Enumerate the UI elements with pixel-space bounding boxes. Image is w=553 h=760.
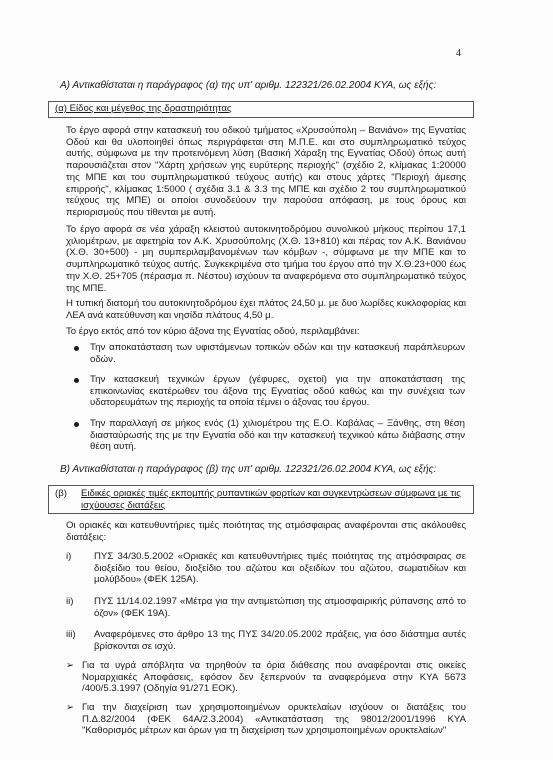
bullet-icon bbox=[72, 420, 81, 429]
arrow-bullet-icon: ➢ bbox=[66, 702, 75, 713]
list-item-text: Αναφερόμενες στο άρθρο 13 της ΠΥΣ 34/20.05.2002 πράξεις, για όσο διάστημα αυτές βρίσκονται σε ισχύ. bbox=[94, 629, 466, 652]
list-item-number: ii) bbox=[66, 596, 74, 607]
page-number: 4 bbox=[456, 48, 461, 59]
section-a-paragraph-2: Το έργο αφορά σε νέα χάραξη κλειστού αυτοκινητοδρόμου συνολικού μήκους περίπου 17,1 χιλιομέτρων, με αφετηρία τον Α.Κ. Χρυσούπολης (Χ.Θ. 13+810) και πέρας τον Α.Κ. Βανιάνου (Χ.Θ. 30+500) - μη συμπεριλαμβανομένων των κόμβων -, σύμφωνα με την ΜΠΕ και το συμπληρωματικό τεύχος αυτής. Συγκεκριμένα στο τμήμα του έργου από την Χ.Θ.23+000 έως την Χ.Θ. 25+705 (πέρασμα π. Νέστου) ισχύουν τα αναφερόμενα στο συμπληρωματικό τεύχος της ΜΠΕ. bbox=[66, 224, 466, 294]
bullet-icon bbox=[72, 376, 81, 385]
bullet-item: Την κατασκευή τεχνικών έργων (γέφυρες, οχετοί) για την αποκατάσταση της επικοινωνίας εκατέρωθεν του άξονα της Εγνατίας οδού καθώς και την συνέχεια των υδατορευμάτων της περιοχής τα οποία τέμνει ο άξονας του έργου. bbox=[90, 374, 465, 409]
section-a-box-label: (α) Είδος και μέγεθος της δραστηριότητας bbox=[55, 103, 232, 114]
bullet-item: Την αποκατάσταση των υφιστάμενων τοπικών οδών και την κατασκευή παράπλευρων οδών. bbox=[90, 342, 465, 365]
section-b-box-prefix: (β) bbox=[55, 488, 67, 499]
section-a-heading: Α) Αντικαθίσταται η παράγραφος (α) της υπ' αριθμ. 122321/26.02.2004 ΚΥΑ, ως εξής: bbox=[60, 80, 437, 91]
section-a-paragraph-4: Το έργο εκτός από τον κύριο άξονα της Εγνατίας οδού, περιλαμβάνει: bbox=[66, 326, 360, 337]
list-item-number: i) bbox=[66, 551, 72, 562]
bullet-icon bbox=[72, 344, 81, 353]
arrow-item: Για τα υγρά απόβλητα να τηρηθούν τα όρια διάθεσης που αναφέρονται στις οικείες Νομαρχιακές Αποφάσεις, εφόσον δεν ξεπερνούν τα αναφερόμενα στην ΚΥΑ 5673 /400/5.3.1997 (Οδηγία 91/271 ΕΟΚ). bbox=[82, 660, 466, 695]
arrow-bullet-icon: ➢ bbox=[66, 660, 75, 671]
list-item-number: iii) bbox=[66, 629, 76, 640]
section-a-paragraph-3: Η τυπική διατομή του αυτοκινητοδρόμου έχει πλάτος 24,50 μ. με δυο λωρίδες κυκλοφορίας και ΛΕΑ ανά κατεύθυνση και νησίδα πλάτους 4,50 μ. bbox=[66, 298, 466, 321]
arrow-item: Για την διαχείριση των χρησιμοποιημένων ορυκτελαίων ισχύουν οι διατάξεις του Π.Δ.82/2004 (ΦΕΚ 64Α/2.3.2004) «Αντικατάσταση της 98012/2001/1996 ΚΥΑ "Καθορισμός μέτρων και όρων για τη διαχείριση των χρησιμοποιημένων ορυκτελαίων" bbox=[82, 702, 466, 737]
list-item-text: ΠΥΣ 34/30.5.2002 «Οριακές και κατευθυντήριες τιμές ποιότητας της ατμόσφαιρας σε διοξείδιο του θείου, διοξείδιο του αζώτου και οξειδίων του αζώτου, σωματιδίων και μολύβδου» (ΦΕΚ 125Α). bbox=[94, 551, 466, 586]
section-a-paragraph-1: Το έργο αφορά στην κατασκευή του οδικού τμήματος «Χρυσούπολη – Βανιάνο» της Εγνατίας Οδού και θα υλοποιηθεί όπως περιγράφεται στη Μ.Π.Ε. και στο συμπληρωματικό τεύχος αυτής, σύμφωνα με την προτεινόμενη λύση (Βασική Χάραξη της Εγνατίας Οδού) όπως αυτή παρουσιάζεται στον "Χάρτη χρήσεων γης ευρύτερης περιοχής" (σχέδιο 2, κλίμακας 1:20000 της ΜΠΕ και του συμπληρωματικού τεύχους αυτής) και στους χάρτες "Περιοχή άμεσης επιρροής", κλίμακας 1:5000 ( σχέδια 3.1 & 3.3 της ΜΠΕ και σχέδιο 2 του συμπληρωματικού τεύχους της ΜΠΕ) οι οποίοι συνοδεύουν την παρούσα απόφαση, με τους όρους και περιορισμούς που τίθενται με αυτή. bbox=[66, 125, 466, 218]
list-item-text: ΠΥΣ 11/14.02.1997 «Μέτρα για την αντιμετώπιση της ατμοσφαιρικής ρύπανσης από το όζον» (ΦΕΚ 19Α). bbox=[94, 596, 466, 619]
section-b-heading: Β) Αντικαθίσταται η παράγραφος (β) της υπ' αριθμ. 122321/26.02.2004 ΚΥΑ, ως εξής: bbox=[60, 464, 437, 475]
section-b-intro: Οι οριακές και κατευθυντήριες τιμές ποιότητας της ατμόσφαιρας αναφέρονται στις ακόλουθες διατάξεις: bbox=[66, 520, 466, 543]
section-a-box bbox=[48, 101, 474, 118]
bullet-item: Την παραλλαγή σε μήκος ενός (1) χιλιομέτρου της Ε.Ο. Καβάλας – Ξάνθης, στη θέση διασταύρωσής της με την Εγνατία οδό και την κατασκευή τεχνικού κάτω διάβασης στην θέση αυτή. bbox=[90, 418, 465, 453]
section-b-box-label: Ειδικές οριακές τιμές εκπομπής ρυπαντικών φορτίων και συγκεντρώσεων σύμφωνα με τις ισχύουσες διατάξεις bbox=[81, 488, 461, 511]
section-b-box bbox=[48, 485, 474, 514]
